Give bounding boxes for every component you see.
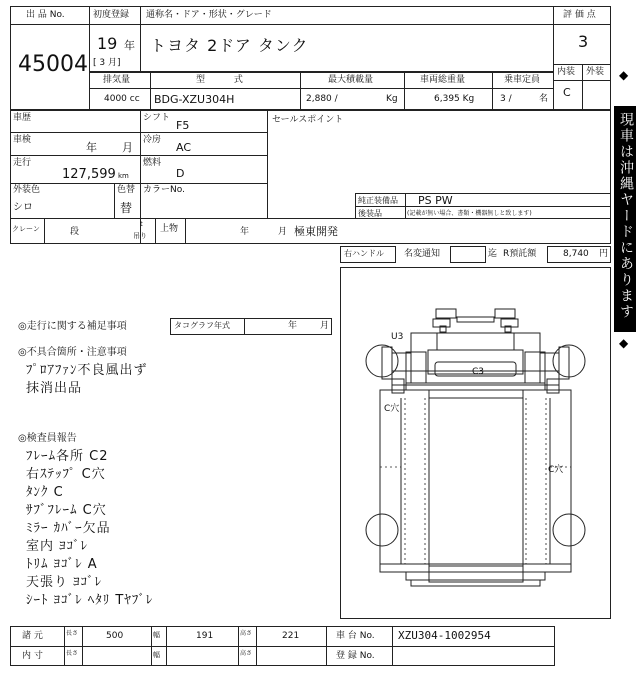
lot-no-label: 出 品 No. <box>26 10 65 20</box>
sales-point-label: セールスポイント <box>272 115 344 125</box>
damage-mark: C3 <box>472 367 485 377</box>
max-load-value: 2,880 / <box>306 94 338 104</box>
truck-outline <box>340 267 611 619</box>
lift-maker: 極東開発 <box>294 225 338 238</box>
ext-color-value: シロ <box>13 202 33 213</box>
color-change-value: 替 <box>120 201 133 215</box>
fuel-label: 燃料 <box>143 158 162 168</box>
inspector-line: ﾐﾗｰ ｶﾊﾞｰ欠品 <box>26 521 111 536</box>
defect-line: ﾌﾟﾛｱﾌｧﾝ不良風出ず <box>26 363 148 378</box>
height-value: 221 <box>282 631 300 641</box>
mileage-value: 127,599 <box>62 167 116 182</box>
shift-value: F5 <box>176 119 190 132</box>
inspector-line: ｼｰﾄ ﾖｺﾞﾚ ﾍﾀﾘ Tﾔﾌﾞﾚ <box>26 593 154 608</box>
length-label: 長さ <box>66 630 79 637</box>
tacho-month: 月 <box>320 321 330 331</box>
recycle-amount: 8,740 <box>563 249 589 259</box>
crane-ton: t <box>140 220 143 228</box>
inspector-line: ﾌﾚｰﾑ各所 C2 <box>26 449 109 464</box>
interior-grade: C <box>563 86 571 99</box>
first-reg-label: 初度登録 <box>93 10 130 20</box>
inspector-line: ﾀﾝｸ C <box>26 485 64 500</box>
inner-length-label: 長さ <box>66 650 79 657</box>
first-reg-month: [ 3 月] <box>93 58 121 68</box>
mileage-unit: km <box>118 172 129 180</box>
displacement-value: 4000 cc <box>104 94 140 104</box>
width-label: 幅 <box>153 631 160 639</box>
color-no-label: カラーNo. <box>143 185 185 195</box>
right-hand: 右ハンドル <box>344 249 384 258</box>
first-reg-year-unit: 年 <box>124 39 135 52</box>
max-load-label: 最大積載量 <box>328 75 374 85</box>
chassis-value: XZU304-1002954 <box>398 629 491 642</box>
type-value: BDG-XZU304H <box>154 93 235 106</box>
width-value: 191 <box>196 631 214 641</box>
score-value: 3 <box>578 32 589 51</box>
interior-label: 内装 <box>557 67 576 77</box>
lift-year: 年 <box>240 227 250 237</box>
name-change-label: 名変通知 <box>404 249 441 259</box>
history-label: 車歴 <box>13 113 32 123</box>
running-label: ◎走行に関する補足事項 <box>18 321 127 332</box>
gross-weight-label: 車両総重量 <box>420 75 466 85</box>
recycle-label: R預託額 <box>503 249 537 259</box>
crane-hang: 吊り <box>133 232 147 240</box>
fuel-value: D <box>176 167 185 180</box>
lift-month: 月 <box>278 227 288 237</box>
inspector-line: ｻﾌﾞﾌﾚｰﾑ C穴 <box>26 503 107 518</box>
name-change-box <box>450 246 486 263</box>
banner-mark-bottom: ◆ <box>619 336 629 350</box>
retrofit-label: 後装品 <box>358 209 382 218</box>
length-value: 500 <box>106 631 124 641</box>
inner-width-label: 幅 <box>153 651 160 659</box>
tacho-label: タコグラフ年式 <box>174 321 230 330</box>
retrofit-note: (記載が無い場合、書類・機器無しと致します) <box>407 210 532 217</box>
reg-no-label: 登 録 No. <box>336 651 375 661</box>
mileage-label: 走行 <box>13 158 32 168</box>
inspector-label: ◎検査員報告 <box>18 433 77 444</box>
banner-text: 現車は沖縄ヤードにあります <box>618 112 634 320</box>
inner-label: 内 寸 <box>22 651 43 661</box>
tacho-year: 年 <box>288 321 298 331</box>
inspection-year: 年 <box>86 141 97 154</box>
ext-color-label: 外装色 <box>13 185 41 195</box>
chassis-label: 車 台 No. <box>336 631 375 641</box>
genuine-equip-label: 純正装備品 <box>358 196 398 205</box>
displacement-label: 排気量 <box>103 75 131 85</box>
first-reg-year: 19 <box>97 34 118 53</box>
inspection-label: 車検 <box>13 135 32 145</box>
inspector-line: 右ｽﾃｯﾌﾟ C穴 <box>26 467 106 482</box>
color-change-label: 色替 <box>117 185 136 195</box>
type-label: 型 式 <box>196 75 243 85</box>
crane-stage: 段 <box>70 227 80 237</box>
recycle-unit: 円 <box>599 249 609 259</box>
capacity-value: 3 / <box>500 94 512 104</box>
max-load-unit: Kg <box>386 94 398 104</box>
damage-mark: U3 <box>391 332 404 342</box>
inner-height-label: 高さ <box>240 650 253 657</box>
defects-label: ◎不具合箇所・注意事項 <box>18 347 127 358</box>
damage-mark: C穴 <box>548 465 564 475</box>
shift-label: シフト <box>143 113 171 123</box>
banner-mark-top: ◆ <box>619 68 629 82</box>
lift-label: 上物 <box>160 224 179 234</box>
lot-no: 45004 <box>18 52 88 77</box>
ac-value: AC <box>176 141 192 154</box>
defect-line: 抹消出品 <box>26 381 83 396</box>
model-label: 通称名・ドア・形状・グレード <box>146 10 272 20</box>
dims-label: 諸 元 <box>22 631 43 641</box>
score-label: 評 価 点 <box>563 10 596 20</box>
crane-label: クレーン <box>12 225 40 233</box>
genuine-equip-value: PS PW <box>418 194 453 207</box>
height-label: 高さ <box>240 630 253 637</box>
inspection-month: 月 <box>122 141 133 154</box>
exterior-label: 外装 <box>586 67 605 77</box>
capacity-unit: 名 <box>539 94 549 104</box>
inspector-line: ﾄﾘﾑ ﾖｺﾞﾚ A <box>26 557 98 572</box>
damage-mark: C穴 <box>384 404 400 414</box>
ac-label: 冷房 <box>143 135 162 145</box>
inspector-line: 室内 ﾖｺﾞﾚ <box>26 539 89 554</box>
inspector-line: 天張り ﾖｺﾞﾚ <box>26 575 103 590</box>
deadline-label: 迄 <box>488 249 498 259</box>
capacity-label: 乗車定員 <box>504 75 541 85</box>
gross-weight-value: 6,395 Kg <box>434 94 475 104</box>
side-banner <box>612 6 638 668</box>
model-name: トヨタ 2ドア タンク <box>150 36 309 55</box>
